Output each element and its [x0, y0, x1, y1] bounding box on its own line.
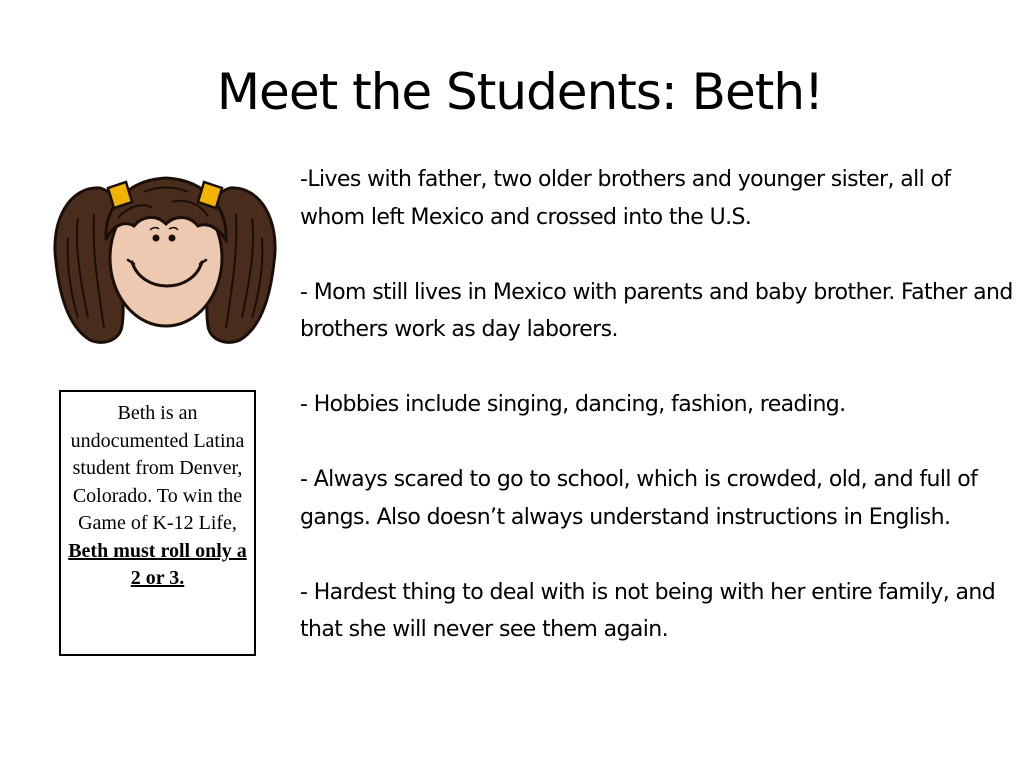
right-eye [169, 235, 176, 242]
bullet-item: -Lives with father, two older brothers and younger sister, all of whom left Mexico and crossed into the U.S. [300, 167, 951, 230]
info-box [59, 390, 256, 656]
bullet-item: - Hobbies include singing, dancing, fashion, reading. [300, 392, 846, 417]
slide-title: Meet the Students: Beth! [216, 63, 824, 121]
right-hair-tie [198, 182, 222, 208]
info-box-text: Beth is an undocumented Latina student from Denver, Colorado. To win the Game of K-12 Life, [70, 402, 245, 534]
info-box-emphasis: Beth must roll only a 2 or 3. [68, 539, 247, 589]
left-hair-tie [108, 182, 132, 208]
bullet-item: - Mom still lives in Mexico with parents and baby brother. Father and brothers work as day laborers. [300, 279, 1013, 342]
bullet-item: - Hardest thing to deal with is not being with her entire family, and that she will never see them again. [300, 579, 996, 642]
bullet-item: - Always scared to go to school, which is crowded, old, and full of gangs. Also doesn’t always understand instructions in English. [300, 467, 978, 530]
cartoon-girl-face-icon [48, 158, 284, 344]
left-eye [153, 235, 160, 242]
bullet-list [300, 161, 1016, 686]
